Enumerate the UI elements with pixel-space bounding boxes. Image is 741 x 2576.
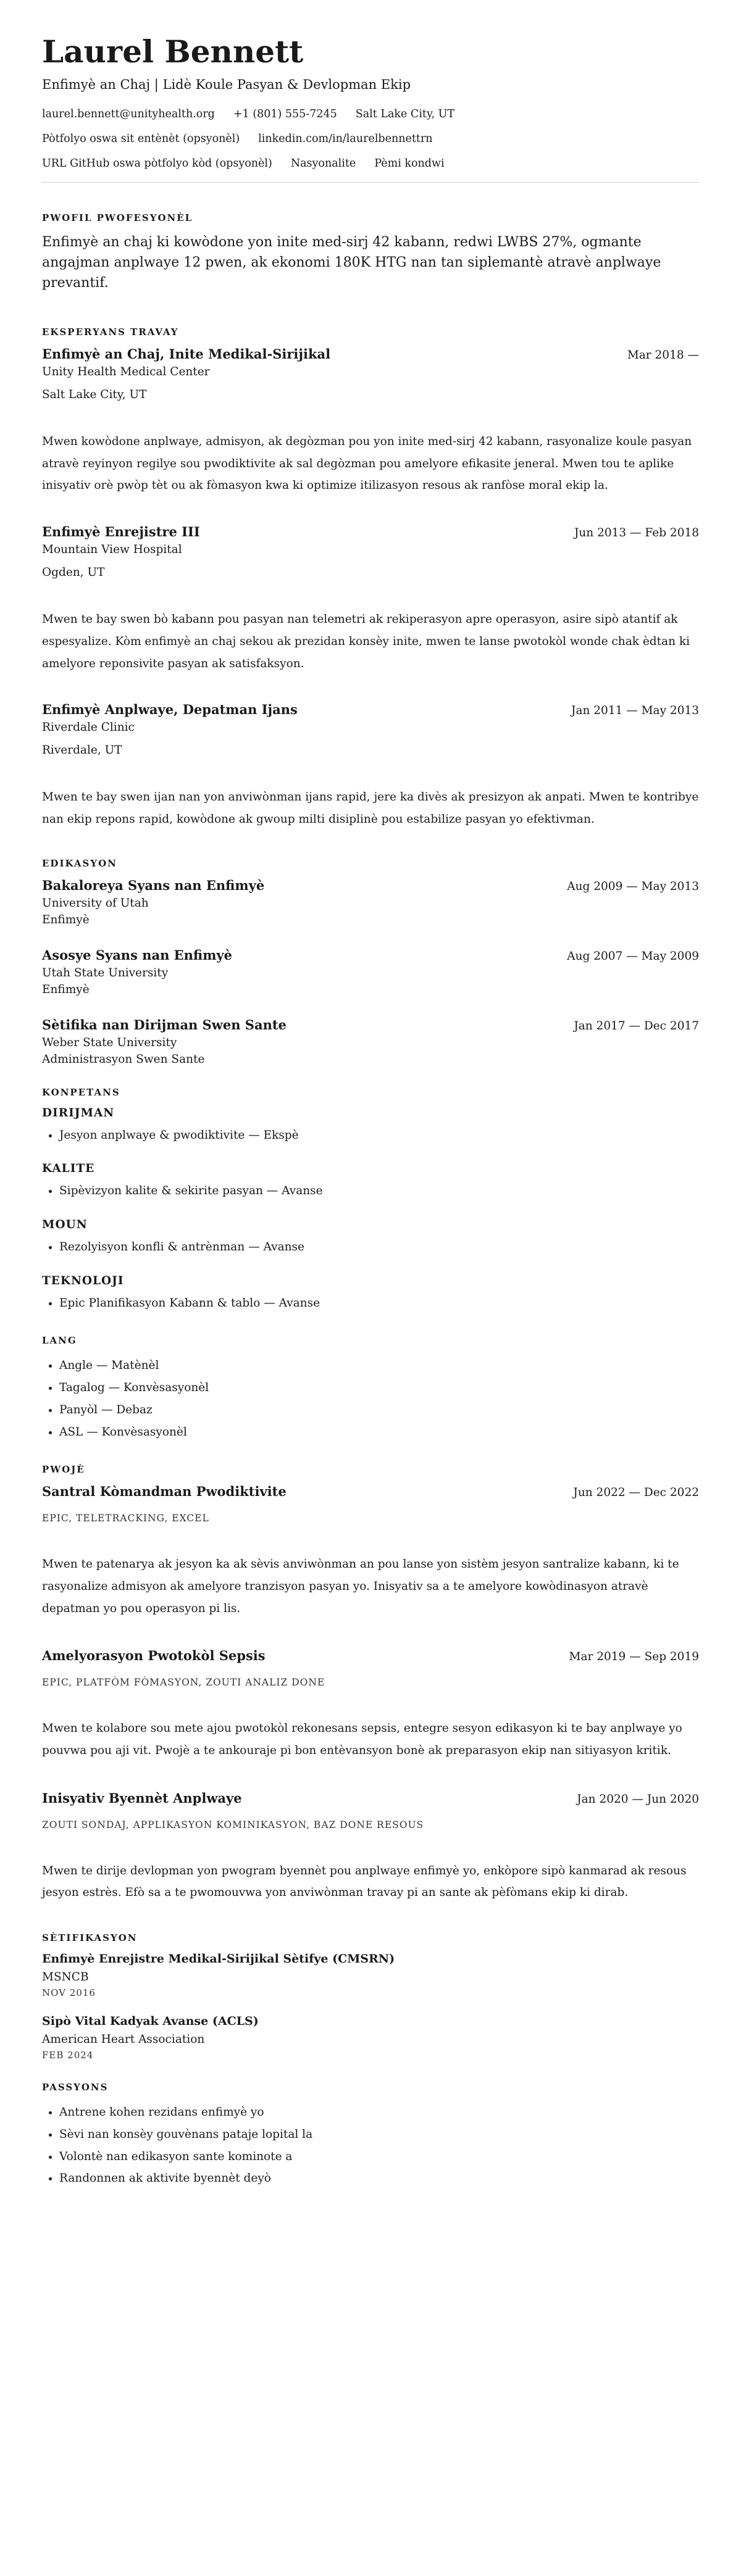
skill-item: • Jesyon anplwaye & pwodiktivite — Ekspè bbox=[59, 1124, 699, 1147]
skill-category bbox=[42, 1218, 699, 1258]
job-dates: Jun 2013 — Feb 2018 bbox=[574, 526, 699, 540]
certification-date: FEB 2024 bbox=[42, 2050, 94, 2061]
job-description: Mwen te bay swen bò kabann pou pasyan nan telemetri ak rekiperasyon apre operasyon, asire sipò atantif ak espesyalize. Kòm enfimyè an chaj sekou ak prezidan konsèy inite, mwen te lanse pwotokòl wonde chak èdtan ki amelyore reponsivite pasyan ak satisfaksyon. bbox=[42, 613, 690, 670]
project-item bbox=[42, 1484, 699, 1619]
projects-section bbox=[42, 1484, 699, 1904]
field-of-study: Administrasyon Swen Sante bbox=[42, 1052, 205, 1066]
section-title-profile: PWOFIL PWOFESYONÈL bbox=[42, 212, 193, 223]
skill-category bbox=[42, 1107, 699, 1147]
education-dates: Aug 2007 — May 2009 bbox=[567, 949, 699, 963]
skill-category-title: DIRIJMAN bbox=[42, 1106, 115, 1120]
github-link[interactable]: URL GitHub oswa pòtfolyo kòd (opsyonèl) bbox=[42, 157, 272, 170]
school: Weber State University bbox=[42, 1036, 177, 1049]
education-item bbox=[42, 878, 699, 926]
project-description: Mwen te kolabore sou mete ajou pwotokòl rekonesans sepsis, entegre sesyon edikasyon ki te bay anplwaye yo pouvwa pou aji vit. Pwojè a te ankouraje pi bon entèvansyon bonè ak preparasyon ekip nan sitiyasyon kritik. bbox=[42, 1722, 682, 1758]
certification-name: Sipò Vital Kadyak Avanse (ACLS) bbox=[42, 2014, 259, 2029]
field-of-study: Enfimyè bbox=[42, 983, 90, 996]
contact-row bbox=[42, 108, 699, 120]
contact-row bbox=[42, 133, 699, 145]
education-item bbox=[42, 1017, 699, 1066]
skill-category-title: TEKNOLOJI bbox=[42, 1274, 124, 1287]
contact-row bbox=[42, 157, 699, 170]
candidate-name: Laurel Bennett bbox=[42, 33, 304, 70]
certifications-section bbox=[42, 1952, 699, 2061]
section-title-interests: PASSYONS bbox=[42, 2082, 109, 2093]
certification-item bbox=[42, 2014, 699, 2061]
email-link[interactable]: laurel.bennett@unityhealth.org bbox=[42, 108, 215, 120]
section-title-education: EDIKASYON bbox=[42, 857, 117, 869]
skill-item: • Rezolyisyon konfli & antrènman — Avanse bbox=[59, 1236, 699, 1258]
language-item: • Tagalog — Konvèsasyonèl bbox=[59, 1377, 699, 1399]
header-divider bbox=[42, 182, 699, 183]
project-technologies: ZOUTI SONDAJ, APPLIKASYON KOMINIKASYON, BAZ DONE RESOUS bbox=[42, 1819, 424, 1830]
language-item: • ASL — Konvèsasyonèl bbox=[59, 1421, 699, 1444]
project-title: Amelyorasyon Pwotokòl Sepsis bbox=[42, 1648, 266, 1664]
project-technologies: EPIC, PLATFÒM FÒMASYON, ZOUTI ANALIZ DONE bbox=[42, 1677, 325, 1689]
job-dates: Mar 2018 — bbox=[627, 349, 699, 362]
employer: Unity Health Medical Center bbox=[42, 365, 210, 378]
interests-section bbox=[42, 2101, 699, 2190]
certification-date: NOV 2016 bbox=[42, 1987, 96, 1999]
education-dates: Aug 2009 — May 2013 bbox=[567, 879, 699, 893]
phone-number[interactable]: +1 (801) 555-7245 bbox=[233, 108, 337, 120]
linkedin-link[interactable]: linkedin.com/in/laurelbennettrn bbox=[258, 133, 433, 145]
languages-section bbox=[42, 1355, 699, 1443]
job-title: Enfimyè an Chaj, Inite Medikal-Sirijikal bbox=[42, 346, 331, 362]
degree: Sètifika nan Dirijman Swen Sante bbox=[42, 1016, 287, 1032]
project-technologies: EPIC, TELETRACKING, EXCEL bbox=[42, 1513, 209, 1524]
skills-section bbox=[42, 1107, 699, 1315]
project-dates: Jan 2020 — Jun 2020 bbox=[577, 1792, 699, 1806]
job-dates: Jan 2011 — May 2013 bbox=[571, 704, 699, 718]
language-item: • Angle — Matènèl bbox=[59, 1355, 699, 1377]
certification-name: Enfimyè Enrejistre Medikal-Sirijikal Sètifye (CMSRN) bbox=[42, 1952, 395, 1966]
project-item bbox=[42, 1648, 699, 1761]
school: Utah State University bbox=[42, 966, 169, 979]
skill-category-title: MOUN bbox=[42, 1218, 88, 1232]
skill-category bbox=[42, 1162, 699, 1202]
job-location: Ogden, UT bbox=[42, 566, 105, 580]
job-description: Mwen te bay swen ijan nan yon anviwònman ijans rapid, jere ka divès ak presizyon ak anpati. Mwen te kontribye nan ekip repons rapid, kowòdone ak gwoup milti disiplinè pou estabilize pasyan yo efektivman. bbox=[42, 791, 699, 826]
education-section bbox=[42, 878, 699, 1066]
education-dates: Jan 2017 — Dec 2017 bbox=[574, 1019, 699, 1032]
headline: Enfimyè an Chaj | Lidè Koule Pasyan & Devlopman Ekip bbox=[42, 77, 411, 92]
skill-category bbox=[42, 1274, 699, 1315]
nationality: Nasyonalite bbox=[290, 157, 356, 170]
drivers-license: Pèmi kondwi bbox=[374, 157, 445, 170]
section-title-projects: PWOJÈ bbox=[42, 1464, 85, 1476]
job-title: Enfimyè Enrejistre III bbox=[42, 524, 200, 540]
job-location: Riverdale, UT bbox=[42, 744, 122, 757]
profile-summary: Enfimyè an chaj ki kowòdone yon inite med-sirj 42 kabann, redwi LWBS 27%, ogmante angajman anplwaye 12 pwen, ak ekonomi 180K HTG nan tan siplemantè atravè anplwaye prevantif. bbox=[42, 235, 661, 291]
skill-item: • Epic Planifikasyon Kabann & tablo — Avanse bbox=[59, 1292, 699, 1315]
school: University of Utah bbox=[42, 896, 149, 910]
project-title: Santral Kòmandman Pwodiktivite bbox=[42, 1484, 287, 1500]
job-location: Salt Lake City, UT bbox=[42, 388, 147, 401]
interest-item: • Antrene kohen rezidans enfimyè yo bbox=[59, 2101, 699, 2124]
employer: Riverdale Clinic bbox=[42, 721, 135, 734]
education-item bbox=[42, 947, 699, 996]
job-description: Mwen kowòdone anplwaye, admisyon, ak degòzman pou yon inite med-sirj 42 kabann, rasyonalize koule pasyan atravè reyinyon regilye sou pwodiktivite ak sal degòzman pou amelyore efikasite jeneral. Mwen tou te aplike inisyativ orè pwòp tèt ou ak fòmasyon kwa ki optimize itilizasyon resous ak ranfòse moral ekip la. bbox=[42, 435, 692, 492]
section-title-skills: KONPETANS bbox=[42, 1086, 120, 1098]
project-title: Inisyativ Byennèt Anplwaye bbox=[42, 1790, 242, 1806]
skill-category-title: KALITE bbox=[42, 1162, 95, 1176]
project-description: Mwen te patenarya ak jesyon ka ak sèvis anviwònman an pou lanse yon sistèm jesyon santralize kabann, ki te rasyonalize admisyon ak amelyore tranzisyon pasyan yo. Inisyativ sa a te amelyore kowòdinasyon atravè depatman yo pou operasyon pi lis. bbox=[42, 1558, 679, 1615]
degree: Asosye Syans nan Enfimyè bbox=[42, 947, 232, 963]
experience-item bbox=[42, 346, 699, 497]
employer: Mountain View Hospital bbox=[42, 543, 182, 557]
project-dates: Mar 2019 — Sep 2019 bbox=[569, 1650, 699, 1664]
certification-issuer: MSNCB bbox=[42, 1971, 89, 1984]
project-item bbox=[42, 1790, 699, 1904]
section-title-experience: EKSPERYANS TRAVAY bbox=[42, 326, 179, 338]
job-title: Enfimyè Anplwaye, Depatman Ijans bbox=[42, 702, 298, 718]
degree: Bakaloreya Syans nan Enfimyè bbox=[42, 877, 265, 893]
section-title-languages: LANG bbox=[42, 1335, 77, 1347]
field-of-study: Enfimyè bbox=[42, 913, 90, 926]
interest-item: • Sèvi nan konsèy gouvènans pataje lopital la bbox=[59, 2124, 699, 2146]
interest-item: • Volontè nan edikasyon sante kominote a bbox=[59, 2146, 699, 2168]
location: Salt Lake City, UT bbox=[355, 108, 455, 120]
certification-issuer: American Heart Association bbox=[42, 2033, 205, 2046]
language-item: • Panyòl — Debaz bbox=[59, 1399, 699, 1421]
experience-item bbox=[42, 524, 699, 675]
experience-section bbox=[42, 346, 699, 831]
skill-item: • Sipèvizyon kalite & sekirite pasyan — Avanse bbox=[59, 1180, 699, 1202]
section-title-certifications: SÈTIFIKASYON bbox=[42, 1932, 138, 1944]
interest-item: • Randonnen ak aktivite byennèt deyò bbox=[59, 2167, 699, 2190]
portfolio-link[interactable]: Pòtfolyo oswa sit entènèt (opsyonèl) bbox=[42, 133, 240, 145]
certification-item bbox=[42, 1952, 699, 1998]
project-dates: Jun 2022 — Dec 2022 bbox=[573, 1486, 699, 1500]
project-description: Mwen te dirije devlopman yon pwogram byennèt pou anplwaye enfimyè yo, enkòpore sipò kanmarad ak resous jesyon estrès. Efò sa a te pwomouvwa yon anviwònman travay pi an sante ak pèfòmans ekip ki dirab. bbox=[42, 1864, 687, 1900]
experience-item bbox=[42, 702, 699, 830]
